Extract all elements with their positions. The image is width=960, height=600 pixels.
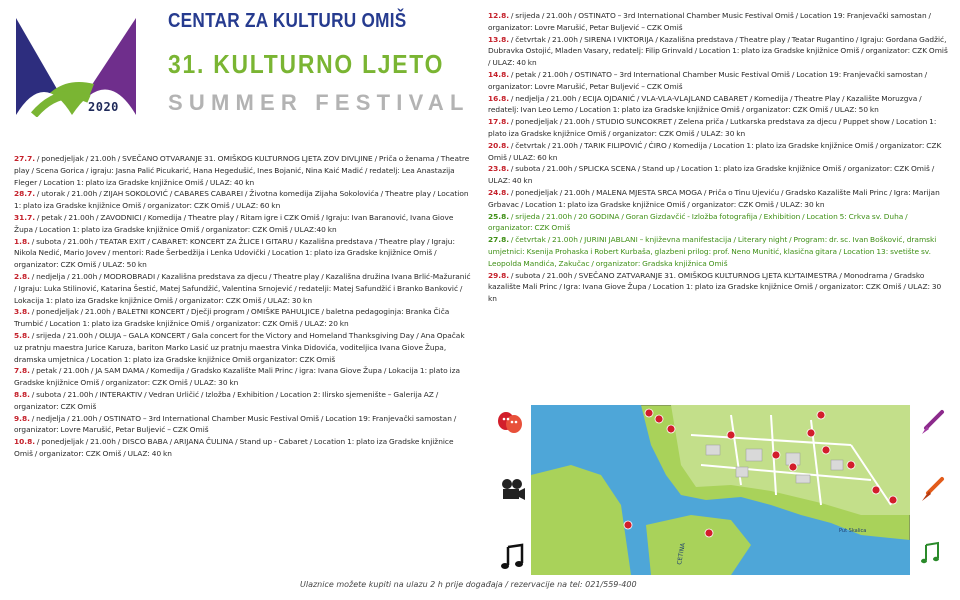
event-date: 20.8.: [488, 140, 510, 150]
event-entry: [14, 365, 474, 389]
event-entry: [488, 270, 948, 305]
map-river-label: CETINA: [676, 542, 687, 566]
event-date: 25.8.: [488, 211, 510, 221]
event-details: / nedjelja / 21.00h / MODROBRADI / Kazališna predstava za djecu / Theatre play / Kazališna družina Ivana Brlić-Mažuranić / Igraju: Luka Stilinović, Katarina Šestić, Matej Safundžić, Valentina Srnojević / redatelji: Matej Safundžić i Branko Banković / Lokacija 1: plato iza Gradske knjižnice Omiš / organizator: CZK Omiš / ULAZ: 30 kn: [14, 271, 471, 305]
event-details: / srijeda / 21.00h / 20 GODINA / Goran Gizdavčić - Izložba fotografija / Exhibition / Location 5: Crkva sv. Duha / organizator: CZK Omiš: [488, 211, 908, 233]
paintbrush-icon: [918, 409, 946, 437]
event-entry: [14, 413, 474, 437]
event-date: 1.8.: [14, 236, 30, 246]
event-details: / ponedjeljak / 21.00h / DISCO BABA / ARIJANA ČULINA / Stand up - Cabaret / Location 1: plato iza Gradske knjižnice Omiš / organizator: CZK Omiš / ULAZ: 40 kn: [14, 437, 454, 458]
event-date: 12.8.: [488, 11, 510, 20]
event-entry: [488, 234, 948, 269]
event-details: / subota / 21.00h / INTERAKTIV / Vedran Urličić / Izložba / Exhibition / Location 2: Ilirsko sjemenište – Galerija AZ / organizator: CZK Omiš: [14, 389, 439, 411]
event-details: / četvrtak / 21.00h / TARIK FILIPOVIĆ / ĆIRO / Komedija / Location 1: plato iza Gradske knjižnice Omiš / organizator: CZK Omiš / ULAZ: 60 kn: [488, 140, 942, 162]
event-entry: [14, 188, 474, 212]
event-date: 2.8.: [14, 271, 30, 281]
event-date: 13.8.: [488, 34, 510, 44]
music-note-icon: [498, 543, 526, 571]
event-date: 10.8.: [14, 437, 36, 447]
event-entry: [14, 306, 474, 330]
map-street-label: Put Skalica: [839, 528, 867, 534]
event-details: / ponedjeljak / 21.00h / MALENA MJESTA SRCA MOGA / Priča o Tinu Ujeviću / Gradsko Kazalište Mali Princ / Igra: Marijan Grbavac / Location 1: plato iza Gradske knjižnice Omiš / organizator: CZK Omiš / ULAZ: 30 kn: [488, 187, 940, 209]
event-entry: [14, 236, 474, 271]
event-entry: [488, 69, 948, 93]
org-title: CENTAR ZA KULTURU OMIŠ: [168, 10, 407, 32]
event-details: / ponedjeljak / 21.00h / SVEČANO OTVARANJE 31. OMIŠKOG KULTURNOG LJETA ZOV DIVLJINE / Priča o ženama / Theatre play / Scena Gorica / igraju: Jasna Palić Picukarić, Hana Hegedušić, Ines Bojanić, Nina Kaić Madić / redatelj: Lea Anastazija Fleger / Location 1: plato iza Gradske knjižnice Omiš / ULAZ: 40 kn: [14, 154, 470, 187]
event-entry: [488, 211, 948, 235]
event-details: / srijeda / 21.00h / OLUJA – GALA KONCERT / Gala concert for the Victory and Homeland Thanksgiving Day / Ana Opačak uz pratnju maestra Jurice Karuza, bariton Marko Lasić uz pratnju maestra Vinka Didovića, voditeljica Ivana Giove Župa, dramska umjetnica / Location 1: plato iza Gradske knjižnice Omiš organizator: CZK Omiš: [14, 330, 465, 364]
festival-title: 31. KULTURNO LJETO: [168, 49, 445, 79]
event-details: / utorak / 21.00h / ZIJAH SOKOLOVIĆ / CABARES CABAREI / Životna komedija Zijaha Sokolovića / Theatre play / Location 1: plato iza Gradske knjižnice Omiš / organizator: CZK Omiš / ULAZ: 60 kn: [14, 189, 469, 211]
event-date: 14.8.: [488, 69, 510, 79]
location-map[interactable]: [531, 405, 910, 575]
event-entry: [488, 93, 948, 117]
footer-note: Ulaznice možete kupiti na ulazu 2 h prije događaja / rezervacije na tel: 021/559-400: [300, 580, 637, 589]
palette-brush-icon: [918, 476, 946, 504]
event-date: 5.8.: [14, 330, 30, 340]
event-entry: [488, 140, 948, 164]
events-right-column: [488, 10, 948, 305]
music-notes-icon: [918, 540, 946, 568]
event-entry: [488, 10, 948, 34]
events-left-column: [14, 153, 474, 460]
event-date: 24.8.: [488, 187, 510, 197]
event-entry: [14, 389, 474, 413]
event-date: 27.7.: [14, 154, 36, 163]
event-details: / četvrtak / 21.00h / SIRENA I VIKTORIJA / Kazališna predstava / Theatre play / Teatar Rugantino / Igraju: Gordana Gadžić, Dubravka Ostojić, Mladen Vasary, redatelj: Filip Grinvald / Location 1: plato iza Gradske knjižnice Omiš / organizator: CZK Omiš / ULAZ: 40 kn: [488, 34, 948, 68]
event-details: / subota / 21.00h / SVEČANO ZATVARANJE 31. OMIŠKOG KULTURNOG LJETA KLYTAIMESTRA / Monodrama / Gradsko kazalište Mali Princ / Igra: Ivana Giove Župa / Location 1: plato iza Gradske knjižnice Omiš / organizator: CZK Omiš / ULAZ: 30 kn: [488, 270, 942, 304]
event-date: 8.8.: [14, 389, 30, 399]
event-date: 31.7.: [14, 212, 36, 222]
event-entry: [14, 330, 474, 365]
event-entry: [488, 116, 948, 140]
event-details: / srijeda / 21.00h / OSTINATO – 3rd International Chamber Music Festival Omiš / Location 19: Franjevački samostan / organizator: Lovre Marušić, Petar Buljević – CZK Omiš: [488, 11, 931, 32]
event-details: / ponedjeljak / 21.00h / STUDIO SUNCOKRET / Zelena priča / Lutkarska predstava za djecu / Puppet show / Location 1: plato iza Gradske knjižnice Omiš / organizator: CZK Omiš / ULAZ: 30 kn: [488, 117, 937, 138]
event-details: / subota / 21.00h / TEATAR EXIT / CABARET: KONCERT ZA ŽLICE I GITARU / Kazališna predstava / Theatre play / Igraju: Nikola Nedić, Mario Jovev / mentori: Rade Šerbedžija i Lenka Udovički / Location 1: plato iza Gradske knjižnice Omiš / organizator: CZK Omiš / ULAZ: 50 kn: [14, 236, 455, 270]
event-details: / nedjelja / 21.00h / ECIJA OJDANIĆ / VLA-VLA-VLAJLAND CABARET / Komedija / Theatre Play / Kazalište Moruzgva / redatelj: Ivan Leo Lemo / Location 1: plato iza Gradske knjižnice Omiš / organizator: CZK Omiš / ULAZ: 50 kn: [488, 93, 922, 115]
event-entry: [14, 212, 474, 236]
event-entry: [488, 163, 948, 187]
event-date: 9.8.: [14, 413, 30, 423]
theatre-masks-icon: [496, 409, 524, 437]
event-details: / nedjelja / 21.00h / OSTINATO – 3rd International Chamber Music Festival Omiš / Location 19: Franjevački samostan / organizator: Lovre Marušić, Petar Buljević – CZK Omiš: [14, 413, 457, 435]
festival-subtitle: SUMMER FESTIVAL: [168, 90, 470, 115]
event-entry: [14, 271, 474, 306]
event-details: / petak / 21.00h / OSTINATO – 3rd International Chamber Music Festival Omiš / Location 19: Franjevački samostan / organizator: Lovre Marušić, Petar Buljević – CZK Omiš: [488, 69, 928, 91]
event-details: / subota / 21.00h / SPLICKA SCENA / Stand up / Location 1: plato iza Gradske knjižnice Omiš / organizator: CZK Omiš / ULAZ: 40 kn: [488, 164, 935, 186]
event-date: 23.8.: [488, 164, 510, 174]
event-entry: [488, 187, 948, 211]
event-date: 28.7.: [14, 189, 36, 199]
event-entry: [14, 153, 474, 188]
event-date: 27.8.: [488, 235, 510, 245]
film-camera-icon: [498, 476, 526, 504]
logo-year: 2020: [88, 100, 119, 114]
event-entry: [14, 436, 474, 460]
event-entry: [488, 34, 948, 69]
event-date: 17.8.: [488, 117, 510, 127]
event-date: 16.8.: [488, 93, 510, 103]
event-date: 7.8.: [14, 366, 30, 376]
event-details: / petak / 21.00h / JA SAM DAMA / Komedija / Gradsko Kazalište Mali Princ / igra: Ivana Giove Župa / Lokacija 1: plato iza Gradske knjižnice Omiš / organizator: CZK Omiš / ULAZ: 30 kn: [14, 366, 460, 388]
event-date: 3.8.: [14, 307, 30, 317]
event-details: / petak / 21.00h / ZAVODNICI / Komedija / Theatre play / Ritam igre i CZK Omiš / Igraju: Ivan Baranović, Ivana Giove Župa / Location 1: plato iza Gradske knjižnice Omiš / organizator: CZK Omiš / ULAZ:40 kn: [14, 212, 454, 234]
event-details: / ponedjeljak / 21.00h / BALETNI KONCERT / Dječji program / OMIŠKE PAHULJICE / baletna pedagoginja: Branka Čiča Trumbić / Location 1: plato iza Gradske knjižnice Omiš / organizator: CZK Omiš / ULAZ: 20 kn: [14, 307, 450, 329]
event-date: 29.8.: [488, 270, 510, 280]
event-details: / četvrtak / 21.00h / JURINI JABLANI – književna manifestacija / Literary night / Program: dr. sc. Ivan Bošković, dramski umjetnici: Ksenija Prohaska i Robert Kurbaša, glazbeni prilog: prof. Neno Munitić, klasična gitara / Location 13: svetište sv. Leopolda Mandića, Zakučac / organizator: Gradska knjižnica Omiš: [488, 235, 937, 268]
